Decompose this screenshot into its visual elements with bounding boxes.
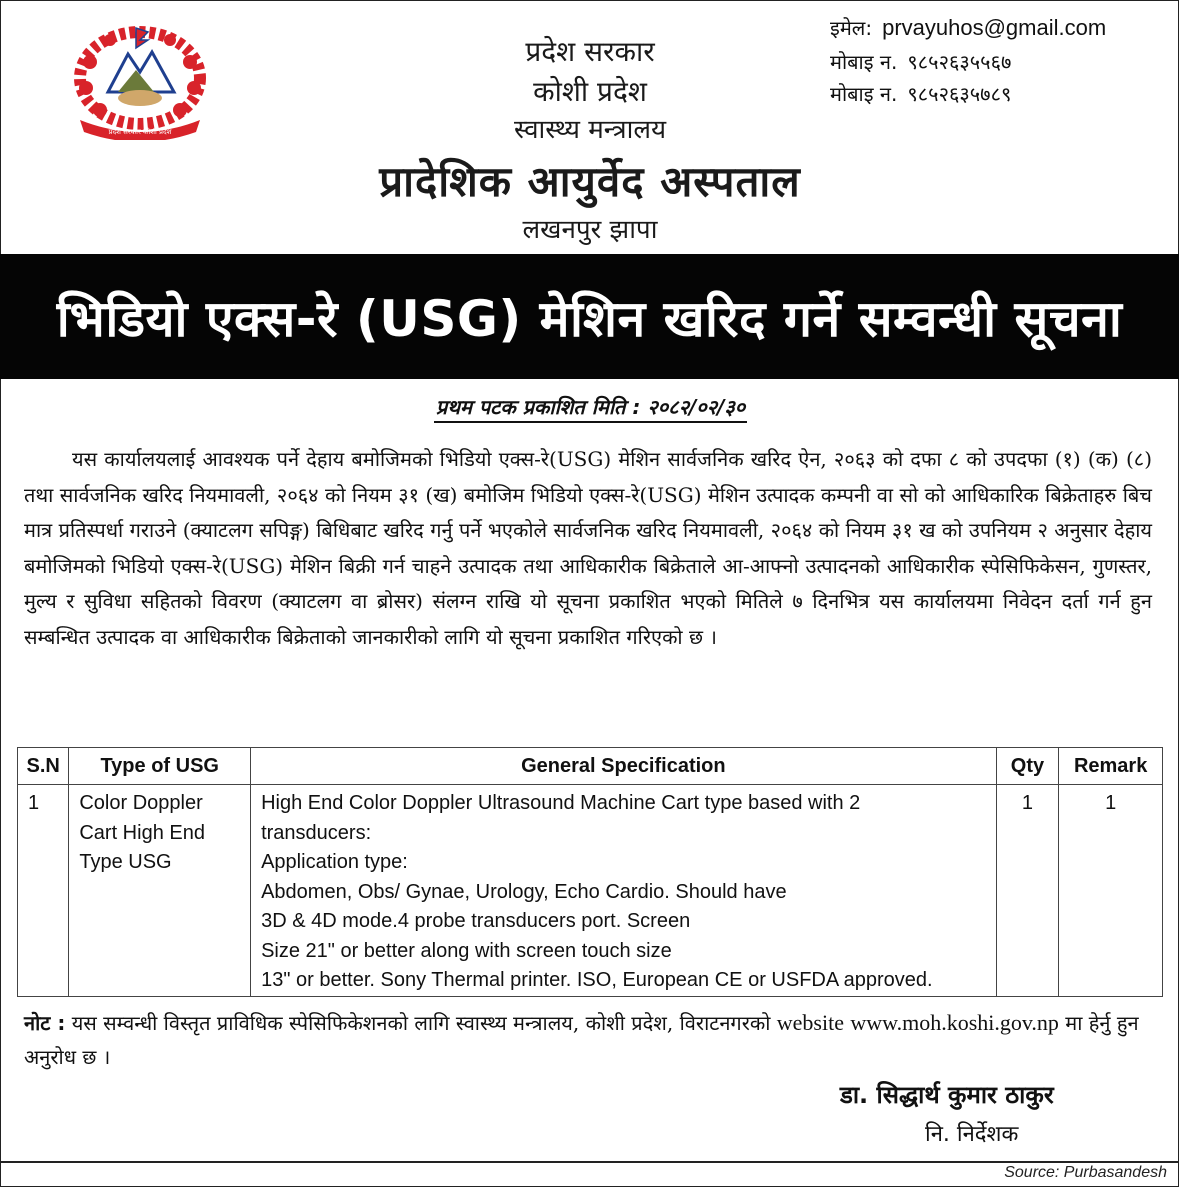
- cell-remark: 1: [1059, 785, 1163, 997]
- table-header-row: [18, 748, 1163, 785]
- source-credit: Source: Purbasandesh: [1004, 1164, 1167, 1181]
- note-website-word: website: [776, 1010, 844, 1035]
- spec-line: 13" or better. Sony Thermal printer. ISO, European CE or USFDA approved.: [261, 969, 933, 991]
- header-remark: Remark: [1059, 748, 1163, 785]
- spec-line: transducers:: [261, 821, 372, 844]
- notice-title-banner: [0, 254, 1179, 379]
- publication-date-text: प्रथम पटक प्रकाशित मिति : २०८२/०२/३०: [434, 395, 747, 423]
- office-line-province: कोशी प्रदेश: [533, 75, 647, 108]
- header-sn: S.N: [18, 748, 69, 785]
- table-row: [18, 785, 1163, 997]
- hospital-name: प्रादेशिक आयुर्वेद अस्पताल: [379, 157, 801, 206]
- footer-divider: [0, 1161, 1179, 1163]
- spec-line: Application type:: [261, 851, 408, 873]
- office-line-provincial-government: प्रदेश सरकार: [525, 35, 655, 68]
- government-emblem-logo: [70, 22, 210, 140]
- cell-type: Color Doppler Cart High End Type USG: [69, 785, 251, 997]
- spec-line: High End Color Doppler Ultrasound Machine Cart type based with 2: [261, 792, 861, 814]
- notice-title: भिडियो एक्स-रे (USG) मेशिन खरिद गर्ने सम्वन्धी सूचना: [56, 289, 1123, 348]
- note-label: नोट :: [24, 1011, 66, 1035]
- signatory-title: नि. निर्देशक: [925, 1122, 1019, 1147]
- contact-mobile-2: [830, 80, 1011, 107]
- spec-line: Abdomen, Obs/ Gynae, Urology, Echo Cardio. Should have: [261, 880, 787, 903]
- mobile-label: मोबाइ न.: [830, 82, 898, 106]
- cell-sn: 1: [18, 785, 69, 997]
- cell-qty: 1: [996, 785, 1059, 997]
- note-text: यस सम्वन्धी विस्तृत प्राविधिक स्पेसिफिकेशनको लागि स्वास्थ्य मन्त्रालय, कोशी प्रदेश, विराटनगरको: [71, 1011, 771, 1035]
- note-paragraph: [24, 1006, 1164, 1074]
- svg-text:प्रदेश सरकार कोशी प्रदेश: प्रदेश सरकार कोशी प्रदेश: [108, 128, 172, 136]
- signatory-name: डा. सिद्धार्थ कुमार ठाकुर: [840, 1081, 1054, 1109]
- contact-email: [830, 14, 1106, 41]
- mobile-number: ९८५२६३५५६७: [907, 50, 1012, 74]
- note-text-end: मा हेर्नु हुन अनुरोध छ ।: [24, 1011, 1139, 1069]
- emblem-flag: [136, 28, 148, 48]
- spec-line: 3D & 4D mode.4 probe transducers port. Screen: [261, 910, 691, 932]
- usg-spec-table: [17, 747, 1163, 997]
- hospital-location: लखनपुर झापा: [522, 215, 658, 245]
- cell-specification: [251, 785, 997, 997]
- publication-date: [0, 393, 1181, 420]
- spec-line: Size 21" or better along with screen touch size: [261, 939, 672, 962]
- mobile-number: ९८५२६३५७८९: [907, 82, 1012, 106]
- email-value: prvayuhos@gmail.com: [882, 15, 1107, 40]
- header-qty: Qty: [996, 748, 1059, 785]
- office-line-ministry: स्वास्थ्य मन्त्रालय: [513, 115, 667, 145]
- contact-mobile-1: [830, 48, 1011, 75]
- mobile-label: मोबाइ न.: [830, 50, 898, 74]
- header-specification: General Specification: [251, 748, 997, 785]
- email-label: इमेल:: [830, 16, 873, 40]
- header-type: Type of USG: [69, 748, 251, 785]
- ministry-website-link[interactable]: www.moh.koshi.gov.np: [850, 1010, 1059, 1035]
- notice-body: यस कार्यालयलाई आवश्यक पर्ने देहाय बमोजिमको भिडियो एक्स-रे(USG) मेशिन सार्वजनिक खरिद ऐन, २०६३ को दफा ८ को उपदफा (१) (क) (८) तथा सार्वजनिक खरिद नियमावली, २०६४ को नियम ३१ (ख) बमोजिम भिडियो एक्स-रे(USG) मेशिन उत्पादक कम्पनी वा सो को आधिकारिक बिक्रेताहरु बिच मात्र प्रतिस्पर्धा गराउने (क्याटलग सपिङ्ग) बिधिबाट खरिद गर्नु पर्ने भएकोले सार्वजनिक खरिद नियमावली, २०६४ को नियम ३१ ख को उपनियम २ अनुसार देहाय बमोजिमको भिडियो एक्स-रे(USG) मेशिन बिक्री गर्न चाहने उत्पादक तथा आधिकारीक बिक्रेताले आ-आफ्नो उत्पादनको आधिकारीक स्पेसिफिकेसन, गुणस्तर, मुल्य र सुविधा सहितको विवरण (क्याटलग वा ब्रोसर) संलग्न राखि यो सूचना प्रकाशित भएको मितिले ७ दिनभित्र यस कार्यालयमा निवेदन दर्ता गर्न हुन सम्बन्धित उत्पादक वा आधिकारीक बिक्रेताको जानकारीको लागि यो सूचना प्रकाशित गरिएको छ ।: [24, 447, 1152, 649]
